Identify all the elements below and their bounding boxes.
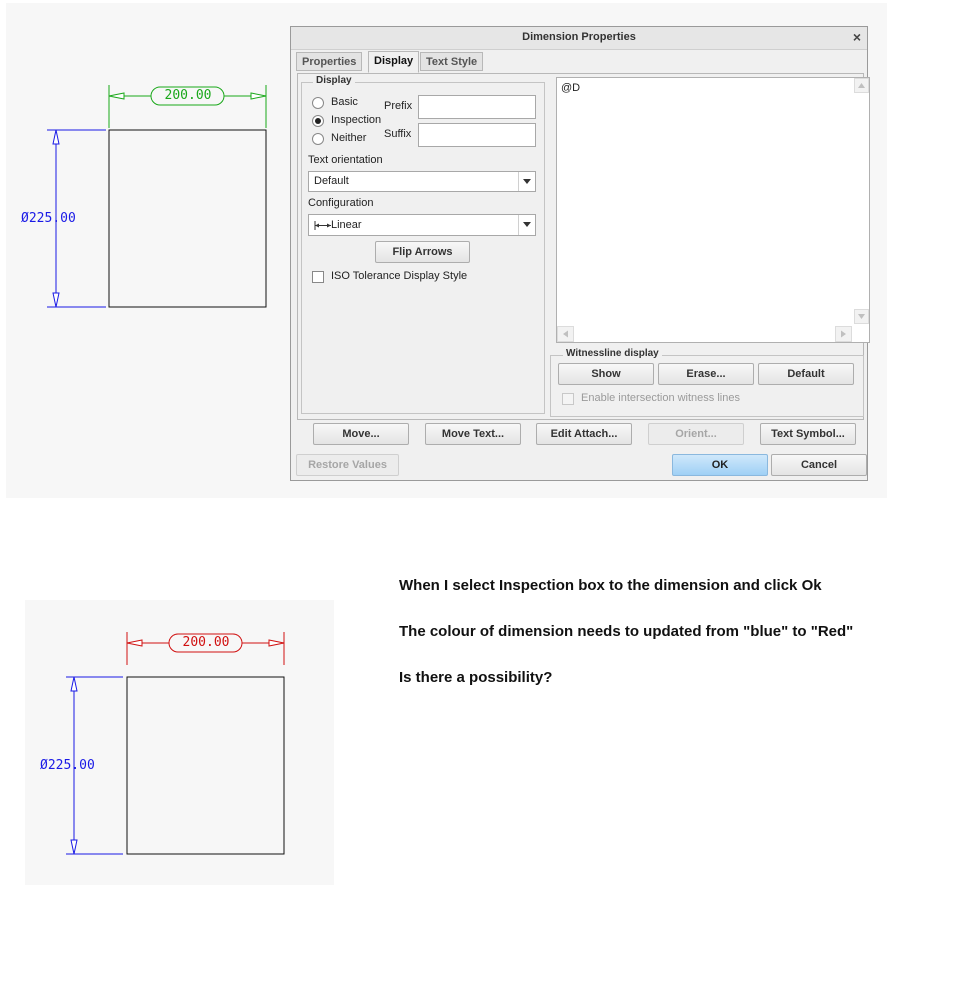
chevron-down-icon bbox=[855, 310, 868, 323]
ok-button[interactable]: OK bbox=[672, 454, 768, 476]
text-orientation-value: Default bbox=[314, 175, 349, 187]
scroll-down-button[interactable] bbox=[854, 309, 869, 324]
scroll-up-button[interactable] bbox=[854, 78, 869, 93]
bottom-width-dim-text: 200.00 bbox=[182, 635, 230, 650]
top-width-dim-text: 200.00 bbox=[164, 88, 212, 103]
witnessline-group-legend: Witnessline display bbox=[563, 348, 662, 359]
bottom-drawing bbox=[0, 0, 340, 890]
chevron-right-icon bbox=[836, 327, 851, 341]
show-button[interactable]: Show bbox=[558, 363, 654, 385]
tab-display[interactable]: Display bbox=[368, 51, 419, 73]
flip-arrows-button[interactable]: Flip Arrows bbox=[375, 241, 470, 263]
configuration-select[interactable] bbox=[308, 214, 536, 236]
text-orientation-select[interactable] bbox=[308, 171, 536, 192]
text-symbol-button[interactable]: Text Symbol... bbox=[760, 423, 856, 445]
intersection-witness-checkbox[interactable] bbox=[562, 393, 574, 405]
question-line-1: When I select Inspection box to the dimension and click Ok bbox=[399, 577, 822, 594]
chevron-down-icon bbox=[518, 172, 535, 191]
display-tab-pane bbox=[297, 73, 864, 420]
close-icon[interactable]: × bbox=[852, 29, 861, 45]
tab-properties[interactable]: Properties bbox=[296, 52, 362, 71]
dialog-title: Dimension Properties bbox=[522, 31, 636, 43]
configuration-value: Linear bbox=[331, 219, 362, 231]
prefix-field[interactable] bbox=[418, 95, 536, 119]
move-text-button[interactable]: Move Text... bbox=[425, 423, 521, 445]
text-orientation-label: Text orientation bbox=[308, 154, 383, 166]
suffix-field[interactable] bbox=[418, 123, 536, 147]
bottom-diameter-dim-text: Ø225.00 bbox=[40, 758, 95, 773]
edit-attach-button[interactable]: Edit Attach... bbox=[536, 423, 632, 445]
move-button[interactable]: Move... bbox=[313, 423, 409, 445]
iso-tolerance-label: ISO Tolerance Display Style bbox=[331, 270, 468, 282]
dimension-text-area[interactable] bbox=[556, 77, 870, 343]
scroll-left-button[interactable] bbox=[557, 326, 574, 342]
inspection-label: Inspection bbox=[331, 114, 382, 126]
dimension-text-value: @D bbox=[561, 82, 581, 94]
question-line-3: Is there a possibility? bbox=[399, 669, 553, 686]
prefix-label: Prefix bbox=[384, 100, 413, 112]
intersection-witness-label: Enable intersection witness lines bbox=[581, 392, 740, 404]
question-line-2: The colour of dimension needs to updated from "blue" to "Red" bbox=[399, 623, 854, 640]
default-button[interactable]: Default bbox=[758, 363, 854, 385]
orient-button[interactable]: Orient... bbox=[648, 423, 744, 445]
display-group-legend: Display bbox=[313, 75, 355, 86]
configuration-label: Configuration bbox=[308, 197, 374, 209]
dimension-properties-dialog bbox=[290, 26, 868, 481]
top-diameter-dim-text: Ø225.00 bbox=[21, 211, 76, 226]
chevron-left-icon bbox=[558, 327, 573, 341]
bottom-part-rectangle bbox=[127, 677, 284, 854]
erase-button[interactable]: Erase... bbox=[658, 363, 754, 385]
neither-label: Neither bbox=[331, 132, 367, 144]
restore-values-button[interactable]: Restore Values bbox=[296, 454, 399, 476]
tab-text-style[interactable]: Text Style bbox=[420, 52, 483, 71]
scroll-right-button[interactable] bbox=[835, 326, 852, 342]
basic-label: Basic bbox=[331, 96, 358, 108]
cancel-button[interactable]: Cancel bbox=[771, 454, 867, 476]
suffix-label: Suffix bbox=[384, 128, 412, 140]
chevron-up-icon bbox=[855, 79, 868, 92]
chevron-down-icon bbox=[518, 215, 535, 235]
